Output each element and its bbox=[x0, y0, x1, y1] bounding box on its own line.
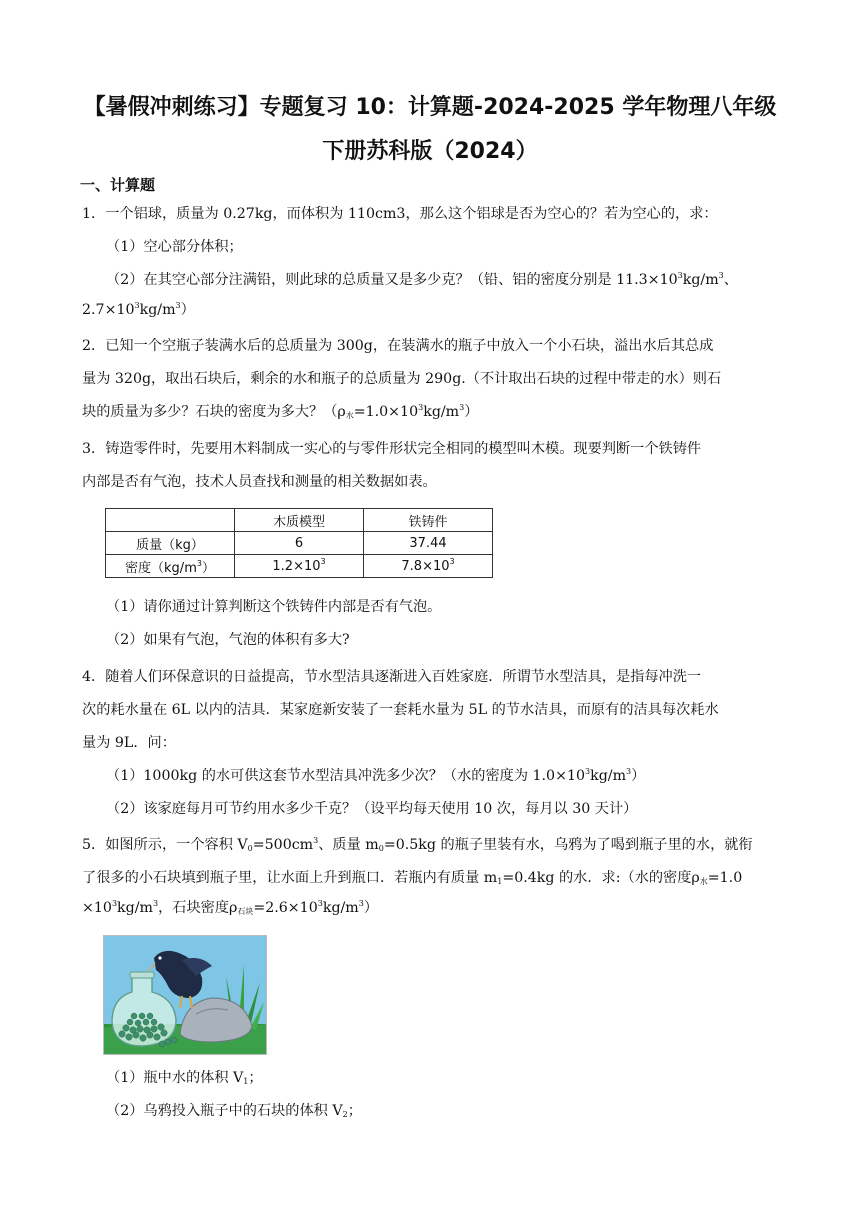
q2-line1: 2．已知一个空瓶子装满水后的总质量为 300g，在装满水的瓶子中放入一个小石块，溢出水后其总成 bbox=[82, 338, 714, 354]
q5-sub1: （1）瓶中水的体积 $V_1$； bbox=[106, 1070, 263, 1086]
q4-line2: 次的耗水量在 6L 以内的洁具．某家庭新安装了一套耗水量为 5L 的节水洁具，而原有的洁具每次耗水 bbox=[82, 702, 719, 718]
table-cell: 密度$(kg/m^3)$ bbox=[106, 555, 235, 578]
q3-line1: 3．铸造零件时，先要用木料制成一实心的与零件形状完全相同的模型叫木模。现要判断一个铁铸件 bbox=[82, 441, 702, 457]
density-table bbox=[105, 508, 493, 578]
q3-line2: 内部是否有气泡，技术人员查找和测量的相关数据如表。 bbox=[82, 474, 437, 490]
crow-bottle-illustration bbox=[103, 935, 267, 1055]
table-cell: $7.8\times 10^3$ bbox=[364, 555, 493, 578]
table-cell: 37.44 bbox=[364, 532, 493, 555]
q3-sub2: （2）如果有气泡，气泡的体积有多大? bbox=[106, 632, 350, 648]
q1-sub2: （2）在其空心部分注满铅，则此球的总质量又是多少克？（铅、铝的密度分别是 $11.3\times 10^3kg/m^3$、 bbox=[106, 271, 738, 288]
q4-line1: 4．随着人们环保意识的日益提高，节水型洁具逐渐进入百姓家庭．所谓节水型洁具，是指每冲洗一 bbox=[82, 669, 702, 685]
q4-sub1: （1）1000kg 的水可供这套节水型洁具冲洗多少次？（水的密度为 $1.0\times 10^3kg/m^3$） bbox=[106, 767, 646, 784]
title-line-1: 【暑假冲刺练习】专题复习 10：计算题-2024-2025 学年物理八年级 bbox=[83, 95, 777, 120]
q5-sub2: （2）乌鸦投入瓶子中的石块的体积 $V_2$； bbox=[106, 1103, 362, 1119]
crow-bottle-icon bbox=[104, 936, 266, 1054]
q5-line1: 5．如图所示，一个容积 $V_0=500cm^3$、质量 $m_0=0.5kg$ 的瓶子里装有水，乌鸦为了喝到瓶子里的水，就衔 bbox=[82, 836, 753, 853]
table-header-iron: 铁铸件 bbox=[364, 509, 493, 532]
document-title bbox=[60, 86, 800, 174]
table-cell: $1.2\times 10^3$ bbox=[235, 555, 364, 578]
title-line-2: 下册苏科版（2024） bbox=[322, 139, 538, 164]
q1-sub1: （1）空心部分体积； bbox=[106, 239, 243, 255]
table-cell: 6 bbox=[235, 532, 364, 555]
section-heading: 一、计算题 bbox=[80, 176, 156, 194]
q1-sub2-cont: $2.7\times 10^3kg/m^3$） bbox=[82, 301, 195, 318]
q4-line3: 量为 9L．问： bbox=[82, 735, 176, 751]
table-row bbox=[106, 509, 493, 532]
q2-line3: 块的质量为多少？石块的密度为多大？$(\rho_水=1.0\times 10^3kg/m^3)$ bbox=[82, 403, 479, 420]
table-cell: 质量（kg） bbox=[106, 532, 235, 555]
q3-sub1: （1）请你通过计算判断这个铁铸件内部是否有气泡。 bbox=[106, 599, 442, 615]
q1-stem: 1．一个铝球，质量为 0.27kg，而体积为 110cm3，那么这个铝球是否为空心的？若为空心的，求： bbox=[82, 206, 718, 222]
table-row bbox=[106, 555, 493, 578]
q2-line2: 量为 320g，取出石块后，剩余的水和瓶子的总质量为 290g.（不计取出石块的过程中带走的水）则石 bbox=[82, 371, 722, 387]
q4-sub2: （2）该家庭每月可节约用水多少千克？（设平均每天使用 10 次，每月以 30 天计） bbox=[106, 801, 638, 817]
table-row bbox=[106, 532, 493, 555]
q5-line2: 了很多的小石块填到瓶子里，让水面上升到瓶口．若瓶内有质量 $m_1=0.4kg$ 的水．求:（水的密度$\rho_水=1.0$ bbox=[82, 870, 743, 886]
table-header-wood: 木质模型 bbox=[235, 509, 364, 532]
q5-line3: $\times 10^3kg/m^3$，石块密度$\rho_{石块}=2.6\times 10^3kg/m^3$） bbox=[82, 899, 379, 916]
table-cell bbox=[106, 509, 235, 532]
